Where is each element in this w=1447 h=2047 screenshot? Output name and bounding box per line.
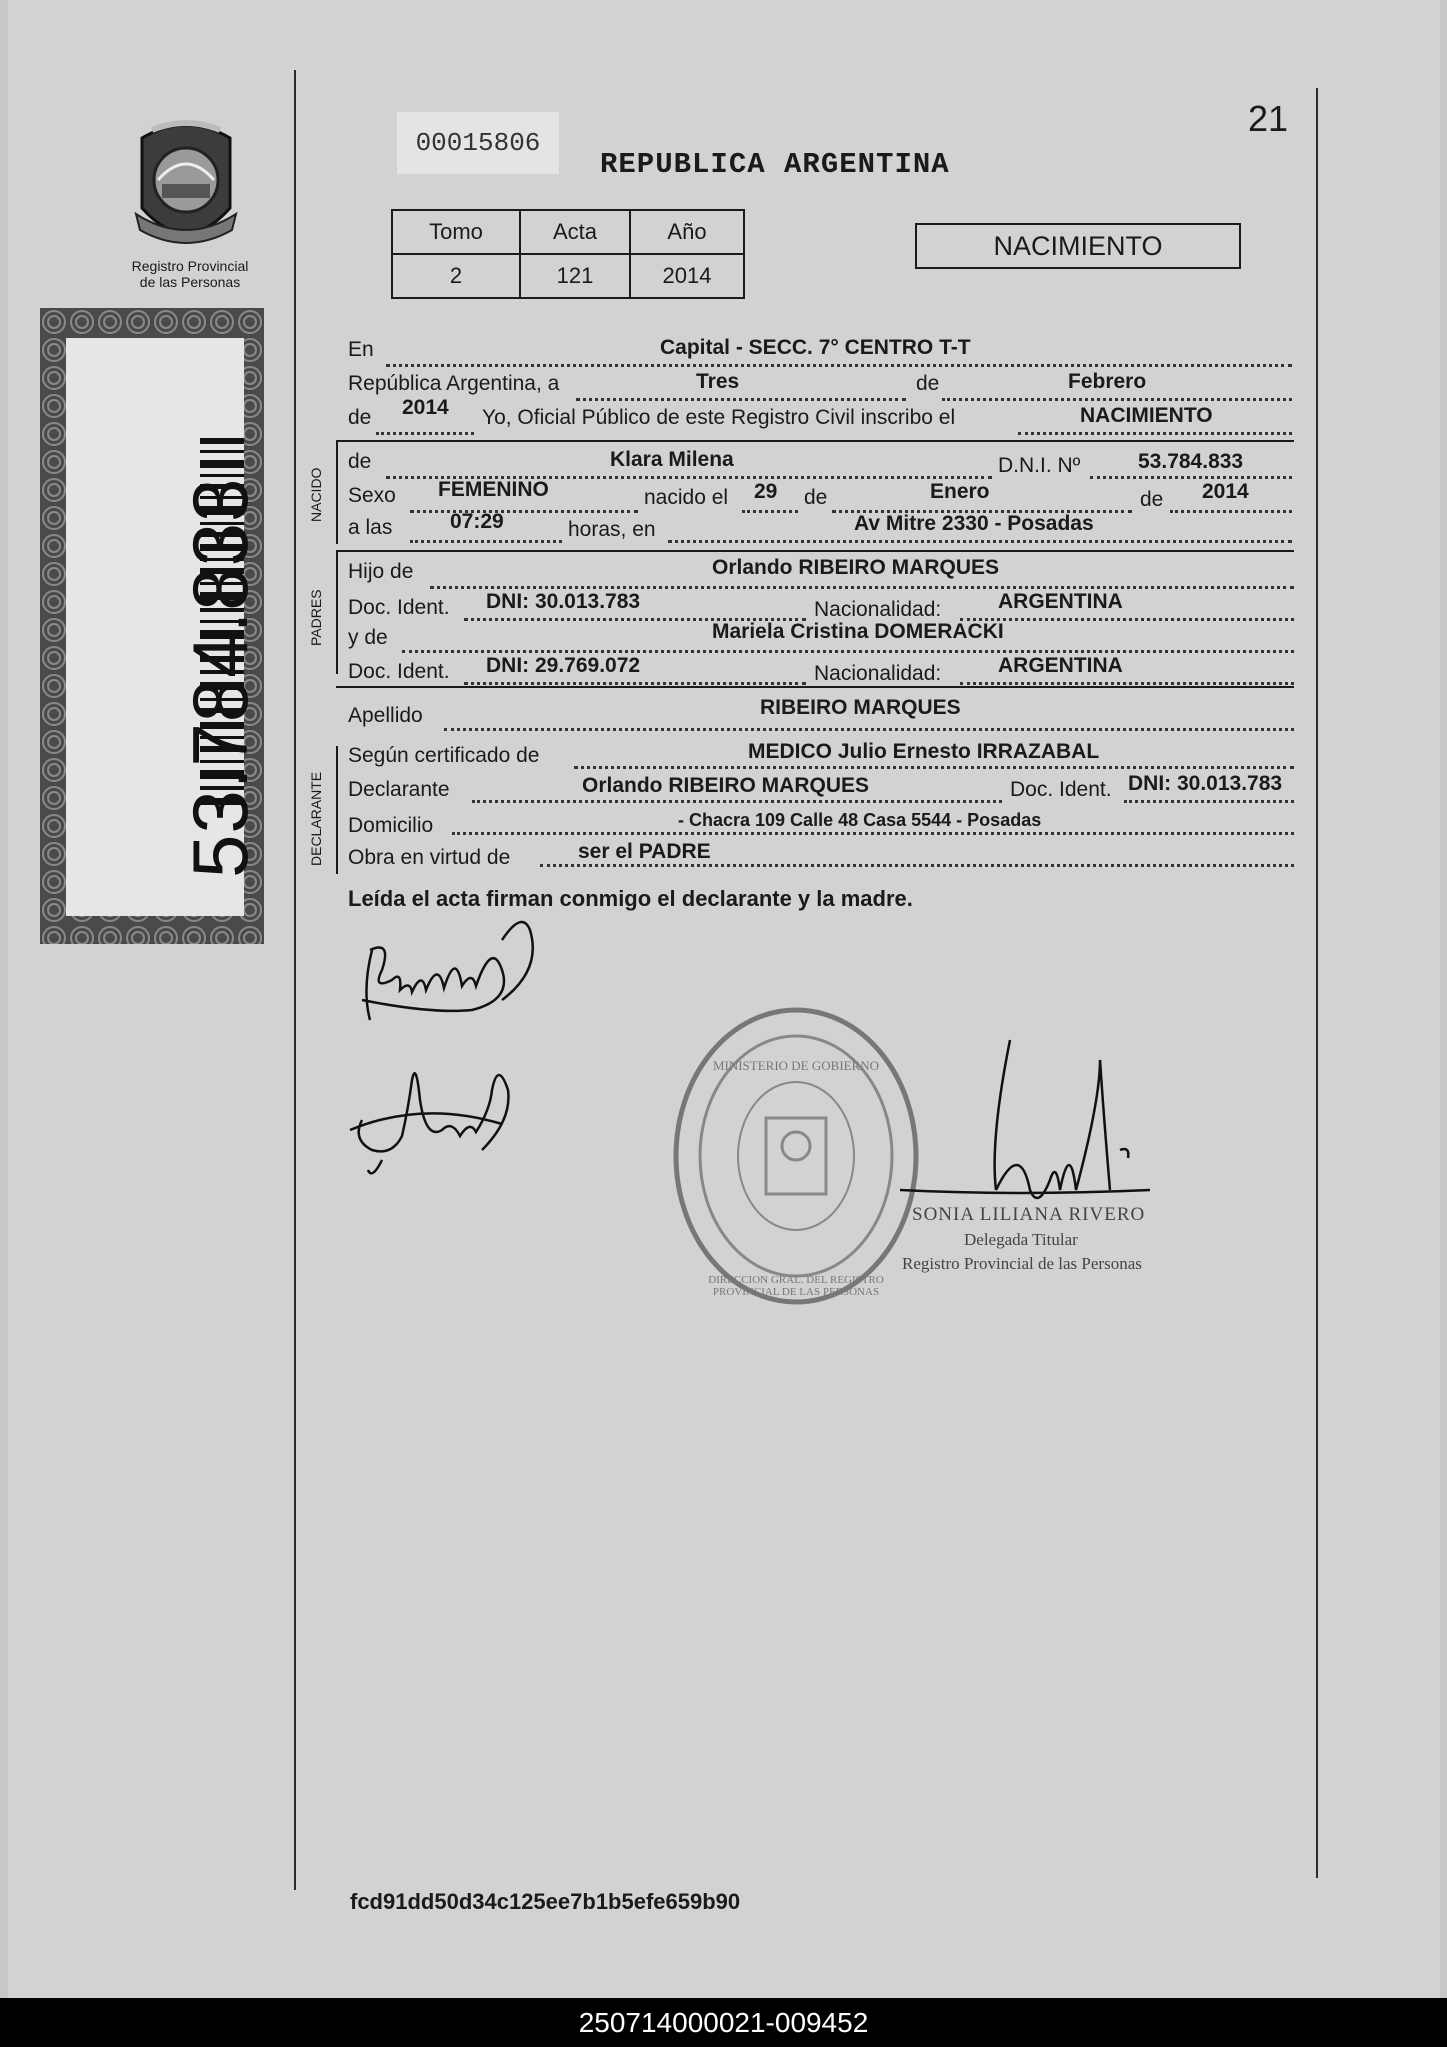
en-label: En — [348, 338, 374, 361]
dni-dotted-line — [1090, 476, 1292, 479]
father-dotted-line — [430, 586, 1294, 589]
document-paper — [8, 0, 1440, 1998]
declarante-section-label: DECLARANTE — [308, 771, 324, 866]
declarant-signature — [352, 910, 552, 1040]
mother-name-value: Mariela Cristina DOMERACKI — [712, 620, 1004, 643]
footer-code-bar — [0, 1998, 1447, 2047]
nacido-el-label: nacido el — [644, 486, 729, 509]
time-dotted-line — [410, 540, 562, 543]
doc1-label: Doc. Ident. — [348, 596, 450, 619]
anio-value: 2014 — [630, 254, 744, 298]
obra-label: Obra en virtud de — [348, 846, 511, 869]
cert-label: Según certificado de — [348, 744, 540, 767]
intro-day-value: Tres — [696, 370, 740, 393]
birth-de2-label: de — [1140, 488, 1164, 511]
stamp-inner-text: MINISTERIO DE GOBIERNO — [712, 1058, 880, 1073]
province-emblem-logo — [128, 118, 244, 256]
book-reference-table — [391, 209, 745, 299]
doc2-label: Doc. Ident. — [348, 660, 450, 683]
padres-section-label: PADRES — [308, 589, 324, 646]
intro-de-label: de — [916, 372, 940, 395]
padres-bracket — [336, 550, 338, 674]
year-dotted-line — [376, 432, 474, 435]
inscribo-value: NACIMIENTO — [1080, 404, 1213, 427]
decl-doc-value: DNI: 30.013.783 — [1128, 772, 1283, 795]
nac1-label: Nacionalidad: — [814, 598, 942, 621]
inscribo-label: Yo, Oficial Público de este Registro Civil inscribo el — [482, 406, 956, 429]
inscribo-dotted-line — [1018, 432, 1292, 435]
month-dotted-line — [942, 398, 1292, 401]
birth-year-dotted-line — [1170, 510, 1292, 513]
left-margin-rule — [294, 70, 296, 1890]
serial-number: 00015806 — [397, 112, 559, 174]
declarante-label: Declarante — [348, 778, 450, 801]
intro-de2-label: de — [348, 406, 372, 429]
tomo-value: 2 — [392, 254, 520, 298]
nacido-section-label: NACIDO — [308, 467, 324, 522]
decl-doc-dotted-line — [1124, 800, 1294, 803]
place-dotted-line — [668, 540, 1292, 543]
official-office: Registro Provincial de las Personas — [902, 1254, 1142, 1273]
mother-nationality-value: ARGENTINA — [998, 654, 1123, 677]
tomo-header: Tomo — [392, 210, 520, 254]
domicilio-label: Domicilio — [348, 814, 434, 837]
official-stamp — [668, 1002, 924, 1310]
hijo-de-label: Hijo de — [348, 560, 414, 583]
mother-dotted-line — [402, 650, 1294, 653]
horas-en-label: horas, en — [568, 518, 656, 541]
nac1-dotted-line — [960, 618, 1294, 621]
registry-caption-line2: de las Personas — [139, 274, 241, 290]
child-name-value: Klara Milena — [610, 448, 734, 471]
nacido-top-rule — [336, 440, 1294, 442]
nac2-dotted-line — [960, 682, 1294, 685]
birth-day-dotted-line — [742, 510, 798, 513]
official-signature — [900, 1020, 1160, 1230]
intro-year-value: 2014 — [402, 396, 449, 419]
domicilio-dotted-line — [452, 832, 1294, 835]
obra-dotted-line — [540, 864, 1294, 867]
side-dni-number: 53.784.833 — [176, 477, 264, 878]
yde-label: y de — [348, 626, 388, 649]
birth-time-value: 07:29 — [450, 510, 504, 533]
registry-caption — [110, 258, 270, 290]
en-dotted-line — [386, 364, 1292, 367]
closing-statement: Leída el acta firman conmigo el declarante y la madre. — [348, 886, 913, 911]
father-nationality-value: ARGENTINA — [998, 590, 1123, 613]
apellido-value: RIBEIRO MARQUES — [760, 696, 961, 719]
cert-value: MEDICO Julio Ernesto IRRAZABAL — [748, 740, 1100, 763]
stamp-ring-text: DIRECCION GRAL. DEL REGISTRO PROVINCIAL DE LAS PERSONAS — [708, 1274, 884, 1298]
padres-top-rule — [336, 550, 1294, 552]
nacido-de-label: de — [348, 450, 372, 473]
apellido-dotted-line — [444, 728, 1294, 731]
alas-label: a las — [348, 516, 393, 539]
nac2-label: Nacionalidad: — [814, 662, 942, 685]
document-hash: fcd91dd50d34c125ee7b1b5efe659b90 — [350, 1889, 741, 1914]
cert-dotted-line — [574, 766, 1294, 769]
father-doc-value: DNI: 30.013.783 — [486, 590, 641, 613]
mother-doc-value: DNI: 29.769.072 — [486, 654, 641, 677]
padres-bottom-rule — [336, 686, 1294, 688]
mother-signature — [342, 1040, 522, 1180]
anio-header: Año — [630, 210, 744, 254]
act-type-box: NACIMIENTO — [915, 223, 1241, 269]
sexo-label: Sexo — [348, 484, 396, 507]
decl-doc-label: Doc. Ident. — [1010, 778, 1112, 801]
child-dni-value: 53.784.833 — [1138, 450, 1244, 473]
birth-year-value: 2014 — [1202, 480, 1249, 503]
birth-de-label: de — [804, 486, 828, 509]
birth-day-value: 29 — [754, 480, 778, 503]
sexo-dotted-line — [410, 510, 638, 513]
dni-label: D.N.I. Nº — [998, 454, 1081, 477]
nacido-bracket — [336, 440, 338, 544]
registry-caption-line1: Registro Provincial — [131, 258, 249, 274]
declarante-dotted-line — [472, 800, 1002, 803]
right-margin-rule — [1316, 88, 1318, 1878]
sexo-value: FEMENINO — [438, 478, 549, 501]
country-title: REPUBLICA ARGENTINA — [600, 148, 950, 181]
birth-month-value: Enero — [930, 480, 990, 503]
en-value: Capital - SECC. 7° CENTRO T-T — [660, 336, 971, 359]
domicilio-value: - Chacra 109 Calle 48 Casa 5544 - Posadas — [678, 810, 1042, 830]
acta-header: Acta — [520, 210, 630, 254]
father-name-value: Orlando RIBEIRO MARQUES — [712, 556, 1000, 579]
birth-place-value: Av Mitre 2330 - Posadas — [854, 512, 1094, 535]
footer-code: 250714000021-009452 — [578, 2007, 869, 2038]
doc2-dotted-line — [464, 682, 806, 685]
republica-label: República Argentina, a — [348, 372, 560, 395]
apellido-label: Apellido — [348, 704, 423, 727]
obra-value: ser el PADRE — [578, 840, 711, 863]
acta-value: 121 — [520, 254, 630, 298]
intro-month-value: Febrero — [1068, 370, 1147, 393]
declarante-bracket — [336, 746, 338, 874]
official-name: SONIA LILIANA RIVERO — [912, 1204, 1146, 1225]
page-number: 21 — [1248, 98, 1289, 139]
official-title: Delegada Titular — [964, 1230, 1078, 1249]
day-dotted-line — [576, 398, 906, 401]
declarante-value: Orlando RIBEIRO MARQUES — [582, 774, 870, 797]
